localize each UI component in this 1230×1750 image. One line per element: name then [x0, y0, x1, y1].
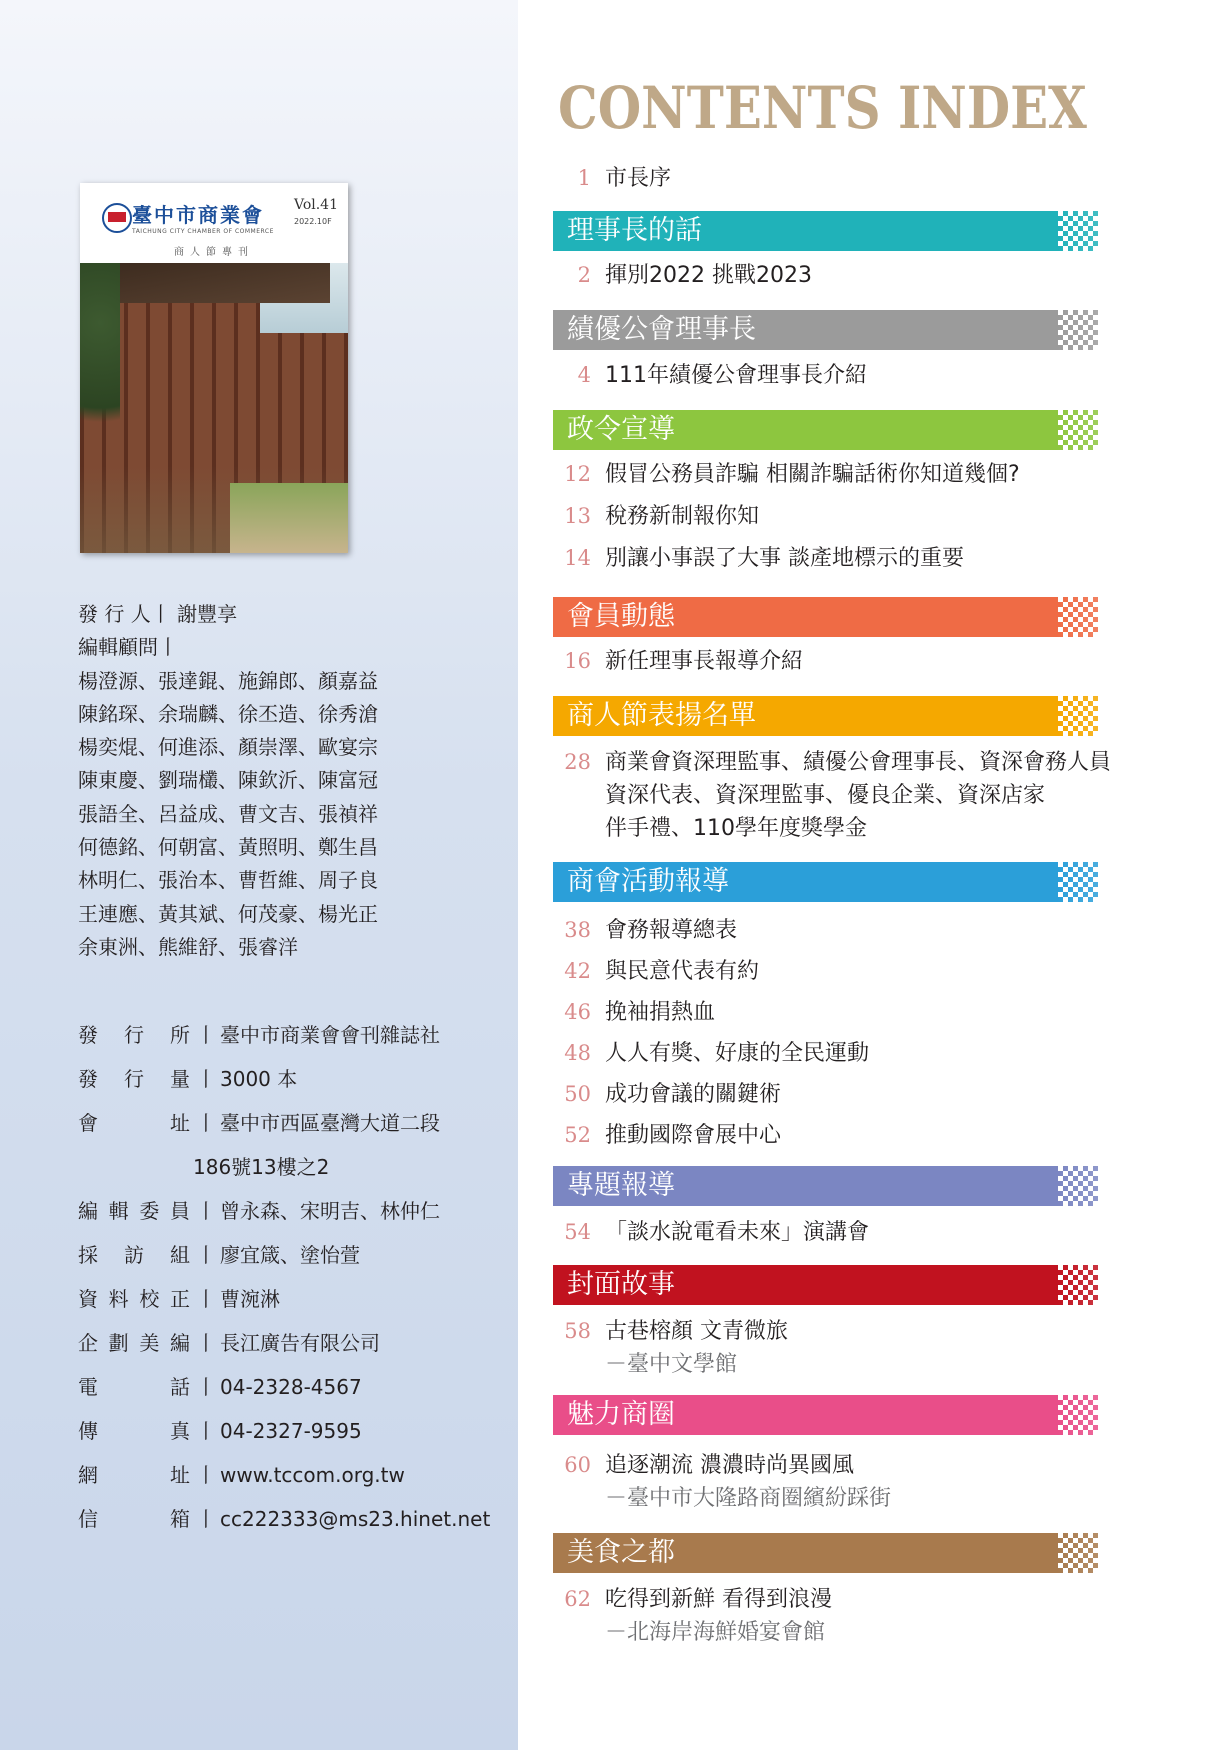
pubinfo-value: 曹涴淋	[220, 1287, 280, 1311]
section-header[interactable]	[553, 1166, 1097, 1206]
item-title: 與民意代表有約	[605, 959, 760, 984]
page-number: 42	[564, 959, 591, 983]
item-title: 別讓小事誤了大事 談產地標示的重要	[605, 546, 964, 571]
pubinfo-value: 長江廣告有限公司	[220, 1331, 380, 1355]
pubinfo-key: 編輯委員	[78, 1199, 190, 1223]
pubinfo-key: 企劃美編	[78, 1331, 190, 1355]
masthead-line: 發 行 人丨 謝豐享	[78, 602, 238, 626]
section-header[interactable]	[553, 1265, 1097, 1305]
section-label: 商人節表揚名單	[567, 700, 756, 731]
cover-english-name: TAICHUNG CITY CHAMBER OF COMMERCE	[132, 228, 274, 235]
pubinfo-value: 臺中市商業會會刊雜誌社	[220, 1023, 440, 1047]
section-label: 商會活動報導	[567, 866, 729, 897]
pubinfo-row: 電 話 丨 04-2328-4567	[78, 1367, 508, 1411]
item-subtitle: －北海岸海鮮婚宴會館	[605, 1620, 826, 1645]
section-header[interactable]	[553, 1533, 1097, 1573]
page-number: 13	[564, 504, 591, 528]
page-number: 14	[564, 546, 591, 570]
pubinfo-value: 臺中市西區臺灣大道二段	[220, 1111, 440, 1135]
checker-pattern-icon	[1058, 597, 1098, 637]
page-number: 16	[564, 649, 591, 673]
contents-title: CONTENTS INDEX	[558, 74, 1087, 142]
item-subtitle: －臺中文學館	[605, 1352, 738, 1377]
pubinfo-value: 04-2327-9595	[220, 1419, 362, 1443]
item-title: 推動國際會展中心	[605, 1123, 782, 1148]
pubinfo-value: 186號13樓之2	[193, 1155, 330, 1179]
item-title: 「談水說電看未來」演講會	[605, 1220, 870, 1245]
section-header[interactable]	[553, 410, 1097, 450]
masthead-line: 編輯顧問丨	[78, 635, 178, 660]
item-title: 吃得到新鮮 看得到浪漫	[605, 1587, 832, 1612]
pubinfo-row: 發 行 量 丨 3000 本	[78, 1059, 508, 1103]
masthead-line: 陳銘琛、余瑞麟、徐丕造、徐秀滄	[78, 701, 378, 726]
checker-pattern-icon	[1058, 1166, 1098, 1206]
masthead	[78, 598, 498, 964]
checker-pattern-icon	[1058, 696, 1098, 736]
pubinfo-row: 資料校正 丨 曹涴淋	[78, 1279, 508, 1323]
page-number: 4	[577, 363, 591, 387]
pubinfo-row: 會 址 丨 臺中市西區臺灣大道二段	[78, 1103, 508, 1147]
cover-photo-tree	[80, 263, 120, 463]
checker-pattern-icon	[1058, 211, 1098, 251]
checker-pattern-icon	[1058, 1265, 1098, 1305]
cover-photo-roof	[90, 263, 330, 303]
website-link[interactable]: www.tccom.org.tw	[220, 1463, 405, 1487]
pubinfo-row: 傳 真 丨 04-2327-9595	[78, 1411, 508, 1455]
item-title: 成功會議的關鍵術	[605, 1082, 782, 1107]
left-panel	[0, 0, 518, 1750]
pubinfo-row: 企劃美編 丨 長江廣告有限公司	[78, 1323, 508, 1367]
pubinfo-key: 資料校正	[78, 1287, 190, 1311]
page-number: 60	[564, 1453, 591, 1477]
cover-header	[80, 183, 348, 263]
page-number: 1	[577, 166, 591, 190]
pubinfo-value: 廖宜箴、塗怡萱	[220, 1243, 360, 1267]
section-header[interactable]	[553, 310, 1097, 350]
section-label: 理事長的話	[567, 215, 702, 246]
pubinfo-value: 04-2328-4567	[220, 1375, 362, 1399]
pubinfo-key: 會 址	[78, 1111, 190, 1135]
item-title: 新任理事長報導介紹	[605, 649, 804, 674]
section-label: 魅力商圈	[567, 1399, 675, 1430]
item-title-line: 伴手禮、110學年度獎學金	[605, 816, 867, 841]
item-title: 古巷榕顏 文青微旅	[605, 1319, 788, 1344]
page-number: 58	[564, 1319, 591, 1343]
item-subtitle: －臺中市大隆路商圈繽紛踩街	[605, 1486, 892, 1511]
item-title: 揮別2022 挑戰2023	[605, 263, 812, 288]
pubinfo-value: 3000 本	[220, 1067, 298, 1091]
page-number: 50	[564, 1082, 591, 1106]
page-number: 54	[564, 1220, 591, 1244]
section-header[interactable]	[553, 1395, 1097, 1435]
cover-photo-ground	[230, 483, 348, 553]
email-link[interactable]: cc222333@ms23.hinet.net	[220, 1507, 491, 1531]
item-title-line: 資深代表、資深理監事、優良企業、資深店家	[605, 783, 1046, 808]
magazine-cover	[80, 183, 348, 553]
item-title: 市長序	[605, 166, 672, 191]
section-label: 封面故事	[567, 1269, 675, 1300]
pubinfo-row	[78, 1147, 508, 1191]
page-number: 12	[564, 462, 591, 486]
checker-pattern-icon	[1058, 1395, 1098, 1435]
chamber-logo-icon	[102, 203, 132, 233]
item-title: 人人有獎、好康的全民運動	[605, 1041, 870, 1066]
section-header[interactable]	[553, 211, 1097, 251]
pubinfo-key: 網 址	[78, 1463, 190, 1487]
masthead-line: 何德銘、何朝富、黃照明、鄭生昌	[78, 835, 378, 860]
publication-info	[78, 1015, 508, 1543]
item-title: 商業會資深理監事、績優公會理事長、資深會務人員	[605, 750, 1112, 775]
pubinfo-row: 採 訪 組 丨 廖宜箴、塗怡萱	[78, 1235, 508, 1279]
masthead-line: 余東洲、熊維舒、張睿洋	[78, 934, 298, 959]
checker-pattern-icon	[1058, 1533, 1098, 1573]
cover-volume: Vol.41	[294, 197, 338, 213]
section-label: 政令宣導	[567, 414, 675, 445]
masthead-line: 林明仁、張治本、曹哲維、周子良	[78, 868, 378, 893]
page-number: 52	[564, 1123, 591, 1147]
checker-pattern-icon	[1058, 310, 1098, 350]
page-number: 46	[564, 1000, 591, 1024]
pubinfo-key: 信 箱	[78, 1507, 190, 1531]
masthead-line: 張語全、呂益成、曹文吉、張禎祥	[78, 801, 378, 826]
page-number: 48	[564, 1041, 591, 1065]
section-label: 會員動態	[567, 601, 675, 632]
item-title: 111年績優公會理事長介紹	[605, 363, 867, 388]
item-title: 假冒公務員詐騙 相關詐騙話術你知道幾個?	[605, 462, 1020, 487]
section-header[interactable]	[553, 597, 1097, 637]
page-number: 28	[564, 750, 591, 774]
section-label: 績優公會理事長	[567, 314, 756, 345]
checker-pattern-icon	[1058, 862, 1098, 902]
cover-subtitle: 商人節專刊	[174, 247, 254, 258]
masthead-line: 楊澄源、張達錕、施錦郎、顏嘉益	[78, 668, 378, 693]
section-label: 專題報導	[567, 1170, 675, 1201]
masthead-line: 王連應、黃其斌、何茂豪、楊光正	[78, 901, 378, 926]
pubinfo-key: 發 行 所	[78, 1023, 190, 1047]
page-number: 38	[564, 918, 591, 942]
cover-date: 2022.10F	[294, 217, 332, 226]
cover-magazine-name: 臺中市商業會	[132, 203, 264, 227]
page-number: 62	[564, 1587, 591, 1611]
item-title: 追逐潮流 濃濃時尚異國風	[605, 1453, 854, 1478]
pubinfo-key: 發 行 量	[78, 1067, 190, 1091]
section-label: 美食之都	[567, 1537, 675, 1568]
section-header[interactable]	[553, 696, 1097, 736]
pubinfo-row[interactable]: 信 箱 丨 cc222333@ms23.hinet.net	[78, 1499, 508, 1543]
pubinfo-key: 電 話	[78, 1375, 190, 1399]
item-title: 挽袖捐熱血	[605, 1000, 716, 1025]
pubinfo-value: 曾永森、宋明吉、林仲仁	[220, 1199, 440, 1223]
item-title: 會務報導總表	[605, 918, 738, 943]
checker-pattern-icon	[1058, 410, 1098, 450]
pubinfo-key: 採 訪 組	[78, 1243, 190, 1267]
section-header[interactable]	[553, 862, 1097, 902]
page-number: 2	[577, 263, 591, 287]
pubinfo-row: 編輯委員 丨 曾永森、宋明吉、林仲仁	[78, 1191, 508, 1235]
pubinfo-key: 傳 真	[78, 1419, 190, 1443]
masthead-line: 楊奕焜、何進添、顏崇澤、歐宴宗	[78, 735, 378, 760]
pubinfo-row[interactable]: 網 址 丨 www.tccom.org.tw	[78, 1455, 508, 1499]
masthead-line: 陳東慶、劉瑞欉、陳欽沂、陳富冠	[78, 768, 378, 793]
item-title: 稅務新制報你知	[605, 504, 760, 529]
pubinfo-row: 發 行 所 丨 臺中市商業會會刊雜誌社	[78, 1015, 508, 1059]
